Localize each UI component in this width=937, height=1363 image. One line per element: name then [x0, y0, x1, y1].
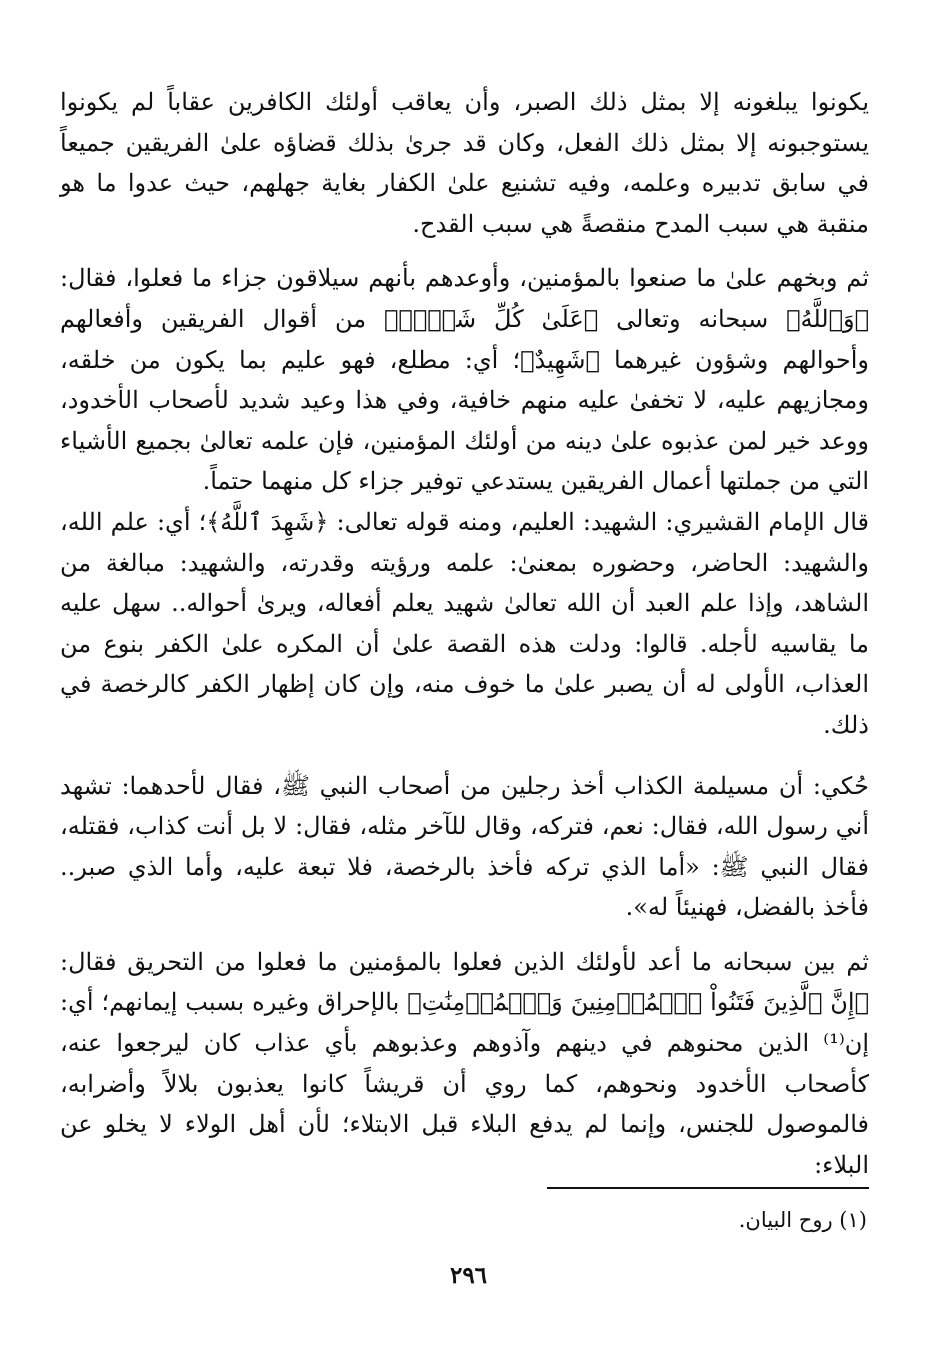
paragraph-3: قال الإمام القشيري: الشهيد: العليم، ومنه قوله تعالى: ﴿شَهِدَ ٱللَّهُ﴾؛ أي: علم الله، والشهيد: الحاضر، وحضوره بمعنىٰ: علمه ورؤيته وقدرته، والشهيد: مبالغة من الشاهد، وإذا علم العبد أن الله تعالىٰ شهيد يعلم أفعاله، ويرىٰ أحواله.. سهل عليه ما يقاسيه لأجله. قالوا: ودلت هذه القصة علىٰ أن المكره علىٰ الكفر بنوع من العذاب، الأولى له أن يصبر علىٰ ما خوف منه، وإن كان إظهار الكفر كالرخصة في ذلك. — [60, 507, 869, 739]
paragraph-2: ثم وبخهم علىٰ ما صنعوا بالمؤمنين، وأوعدهم بأنهم سيلاقون جزاء ما فعلوا، فقال: ﴿وَٱللَّهُ﴾ سبحانه وتعالى ﴿عَلَىٰ كُلِّ شَيۡءٖ﴾ من أقوال الفريقين وأفعالهم وأحوالهم وشؤون غيرهما ﴿شَهِيدٌ﴾؛ أي: مطلع، فهو عليم بما يكون من خلقه، ومجازيهم عليه، لا تخفىٰ عليه منهم خافية، وفي هذا وعيد شديد لأصحاب الأخدود، ووعد خير لمن عذبوه علىٰ دينه من أولئك المؤمنين، فإن علمه تعالىٰ بجميع الأشياء التي من جملتها أعمال الفريقين يستدعي توفير جزاء كل منهما حتماً. — [60, 264, 869, 496]
paragraph-gap — [60, 746, 869, 766]
paragraph-4: حُكي: أن مسيلمة الكذاب أخذ رجلين من أصحاب النبي ﷺ، فقال لأحدهما: تشهد أني رسول الله، فقال: نعم، فتركه، وقال للآخر مثله، فقال: لا بل أنت كذاب، فقتله، فقال النبي ﷺ: «أما الذي تركه فأخذ بالرخصة، فلا تبعة عليه، وأما الذي صبر.. فأخذ بالفضل، فهنيئاً له». — [60, 771, 869, 922]
footnote-divider — [547, 1187, 869, 1189]
paragraph-gap — [60, 244, 869, 258]
main-text — [60, 82, 869, 1185]
paragraph-gap — [60, 928, 869, 942]
footnote: (١) روح البيان. — [738, 1208, 867, 1232]
paragraph-1: يكونوا يبلغونه إلا بمثل ذلك الصبر، وأن يعاقب أولئك الكافرين عقاباً لم يكونوا يستوجبونه إلا بمثل ذلك الفعل، وكان قد جرىٰ بذلك قضاؤه علىٰ الفريقين جميعاً في سابق تدبيره وعلمه، وفيه تشنيع علىٰ الكفار بغاية جهلهم، حيث عدوا ما هو منقبة هي سبب المدح منقصةً هي سبب القدح. — [60, 88, 869, 238]
paragraph-5: ثم بين سبحانه ما أعد لأولئك الذين فعلوا بالمؤمنين ما فعلوا من التحريق فقال: ﴿إِنَّ ٱلَّذِينَ فَتَنُواْ ٱلۡمُؤۡمِنِينَ وَٱلۡمُؤۡمِنَٰتِ﴾ بالإحراق وغيره بسبب إيمانهم؛ أي: إن⁽¹⁾ الذين محنوهم في دينهم وآذوهم وعذبوهم بأي عذاب كان ليرجعوا عنه، كأصحاب الأخدود ونحوهم، كما روي أن قريشاً كانوا يعذبون بلالاً وأضرابه، فالموصول للجنس، وإنما لم يدفع البلاء قبل الابتلاء؛ لأن أهل الولاء لا يخلو عن البلاء: — [60, 947, 869, 1179]
page-number: ٢٩٦ — [449, 1262, 488, 1289]
